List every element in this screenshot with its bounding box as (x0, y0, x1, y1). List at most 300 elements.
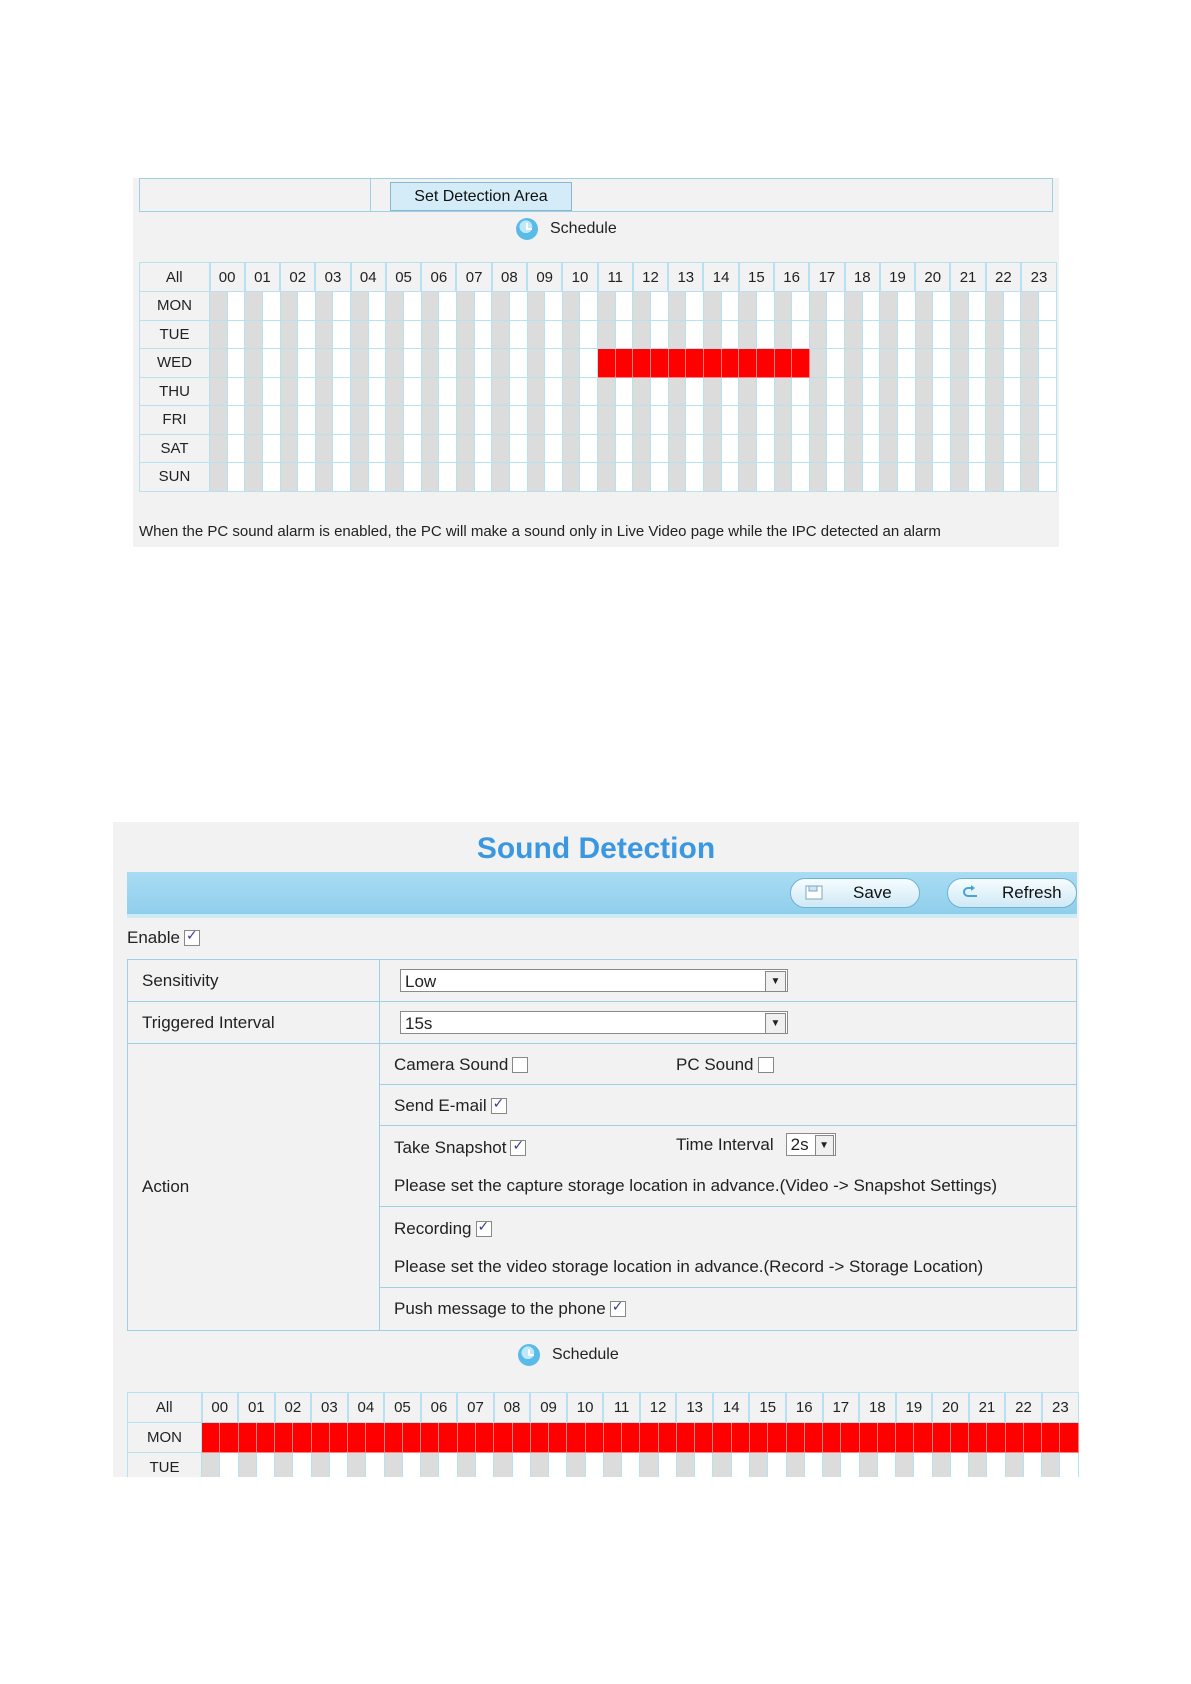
schedule-cell[interactable] (421, 292, 439, 321)
schedule-cell[interactable] (348, 1453, 366, 1478)
schedule-cell[interactable] (1003, 292, 1021, 321)
schedule-cell[interactable] (703, 320, 721, 349)
schedule-cell[interactable] (404, 320, 422, 349)
schedule-cell[interactable] (841, 1423, 859, 1453)
schedule-cell[interactable] (827, 463, 845, 492)
schedule-cell[interactable] (622, 1453, 640, 1478)
schedule-cell[interactable] (880, 434, 898, 463)
schedule-cell[interactable] (492, 377, 510, 406)
schedule-cell[interactable] (721, 463, 739, 492)
send-email-checkbox[interactable] (491, 1098, 507, 1114)
schedule-cell[interactable] (792, 463, 810, 492)
schedule-cell[interactable] (439, 320, 457, 349)
schedule-cell[interactable] (1039, 377, 1057, 406)
schedule-cell[interactable] (351, 406, 369, 435)
schedule-cell[interactable] (474, 434, 492, 463)
hour-header-08[interactable]: 08 (494, 1393, 531, 1423)
schedule-cell[interactable] (1003, 406, 1021, 435)
schedule-cell[interactable] (615, 292, 633, 321)
schedule-cell[interactable] (421, 434, 439, 463)
day-label-sun[interactable]: SUN (140, 463, 210, 492)
schedule-cell[interactable] (262, 377, 280, 406)
hour-header-01[interactable]: 01 (245, 263, 280, 292)
schedule-cell[interactable] (368, 406, 386, 435)
schedule-cell[interactable] (210, 320, 228, 349)
schedule-cell[interactable] (368, 463, 386, 492)
schedule-cell[interactable] (827, 406, 845, 435)
schedule-cell[interactable] (756, 349, 774, 378)
schedule-cell[interactable] (421, 1423, 439, 1453)
schedule-cell[interactable] (986, 349, 1004, 378)
schedule-cell[interactable] (651, 463, 669, 492)
schedule-cell[interactable] (567, 1423, 585, 1453)
hour-header-06[interactable]: 06 (421, 263, 456, 292)
hour-header-17[interactable]: 17 (823, 1393, 860, 1423)
schedule-cell[interactable] (280, 463, 298, 492)
hour-header-11[interactable]: 11 (603, 1393, 640, 1423)
schedule-cell[interactable] (651, 292, 669, 321)
schedule-cell[interactable] (580, 434, 598, 463)
schedule-cell[interactable] (703, 349, 721, 378)
schedule-cell[interactable] (845, 349, 863, 378)
schedule-cell[interactable] (315, 320, 333, 349)
schedule-cell[interactable] (402, 1453, 420, 1478)
schedule-cell[interactable] (351, 463, 369, 492)
schedule-cell[interactable] (862, 434, 880, 463)
schedule-cell[interactable] (262, 349, 280, 378)
schedule-cell[interactable] (1021, 349, 1039, 378)
hour-header-22[interactable]: 22 (1005, 1393, 1042, 1423)
schedule-cell[interactable] (512, 1423, 530, 1453)
schedule-cell[interactable] (968, 292, 986, 321)
schedule-cell[interactable] (280, 292, 298, 321)
schedule-cell[interactable] (527, 320, 545, 349)
schedule-cell[interactable] (1039, 406, 1057, 435)
schedule-cell[interactable] (227, 434, 245, 463)
schedule-cell[interactable] (756, 434, 774, 463)
schedule-cell[interactable] (827, 349, 845, 378)
schedule-cell[interactable] (329, 1453, 347, 1478)
hour-header-22[interactable]: 22 (986, 263, 1021, 292)
schedule-cell[interactable] (439, 377, 457, 406)
hour-header-10[interactable]: 10 (562, 263, 597, 292)
schedule-cell[interactable] (950, 434, 968, 463)
schedule-cell[interactable] (950, 377, 968, 406)
schedule-cell[interactable] (615, 463, 633, 492)
schedule-cell[interactable] (421, 406, 439, 435)
hour-header-21[interactable]: 21 (969, 1393, 1006, 1423)
schedule-cell[interactable] (721, 377, 739, 406)
schedule-cell[interactable] (562, 377, 580, 406)
schedule-cell[interactable] (1023, 1423, 1041, 1453)
schedule-cell[interactable] (859, 1423, 877, 1453)
hour-header-23[interactable]: 23 (1042, 1393, 1079, 1423)
schedule-cell[interactable] (351, 320, 369, 349)
schedule-cell[interactable] (633, 434, 651, 463)
schedule-cell[interactable] (527, 434, 545, 463)
schedule-cell[interactable] (686, 463, 704, 492)
schedule-cell[interactable] (262, 434, 280, 463)
schedule-cell[interactable] (862, 292, 880, 321)
schedule-cell[interactable] (968, 349, 986, 378)
schedule-cell[interactable] (474, 463, 492, 492)
schedule-cell[interactable] (749, 1453, 767, 1478)
schedule-cell[interactable] (368, 377, 386, 406)
schedule-cell[interactable] (968, 434, 986, 463)
day-label-fri[interactable]: FRI (140, 406, 210, 435)
schedule-cell[interactable] (567, 1453, 585, 1478)
schedule-cell[interactable] (280, 434, 298, 463)
schedule-cell[interactable] (756, 292, 774, 321)
schedule-cell[interactable] (633, 320, 651, 349)
schedule-cell[interactable] (809, 377, 827, 406)
schedule-cell[interactable] (386, 349, 404, 378)
schedule-cell[interactable] (333, 434, 351, 463)
hour-header-00[interactable]: 00 (202, 1393, 239, 1423)
schedule-cell[interactable] (1039, 349, 1057, 378)
hour-header-16[interactable]: 16 (786, 1393, 823, 1423)
schedule-cell[interactable] (562, 406, 580, 435)
schedule-cell[interactable] (827, 377, 845, 406)
schedule-cell[interactable] (622, 1423, 640, 1453)
schedule-cell[interactable] (210, 349, 228, 378)
hour-header-18[interactable]: 18 (859, 1393, 896, 1423)
schedule-cell[interactable] (1042, 1453, 1060, 1478)
schedule-cell[interactable] (220, 1423, 238, 1453)
schedule-cell[interactable] (739, 406, 757, 435)
hour-header-02[interactable]: 02 (280, 263, 315, 292)
schedule-cell[interactable] (1021, 320, 1039, 349)
schedule-cell[interactable] (456, 434, 474, 463)
schedule-cell[interactable] (404, 406, 422, 435)
schedule-cell[interactable] (633, 406, 651, 435)
pc-sound-checkbox[interactable] (758, 1057, 774, 1073)
schedule-cell[interactable] (238, 1423, 256, 1453)
schedule-cell[interactable] (950, 349, 968, 378)
schedule-cell[interactable] (686, 320, 704, 349)
schedule-cell[interactable] (492, 292, 510, 321)
schedule-cell[interactable] (293, 1423, 311, 1453)
schedule-cell[interactable] (368, 320, 386, 349)
schedule-cell[interactable] (1005, 1423, 1023, 1453)
schedule-cell[interactable] (298, 349, 316, 378)
schedule-cell[interactable] (1003, 349, 1021, 378)
schedule-cell[interactable] (877, 1423, 895, 1453)
schedule-cell[interactable] (914, 1453, 932, 1478)
schedule-cell[interactable] (603, 1453, 621, 1478)
push-message-checkbox[interactable] (610, 1301, 626, 1317)
schedule-cell[interactable] (580, 292, 598, 321)
schedule-cell[interactable] (1003, 463, 1021, 492)
schedule-cell[interactable] (731, 1423, 749, 1453)
schedule-cell[interactable] (494, 1423, 512, 1453)
schedule-cell[interactable] (351, 292, 369, 321)
schedule-cell[interactable] (933, 463, 951, 492)
schedule-cell[interactable] (298, 320, 316, 349)
schedule-cell[interactable] (474, 349, 492, 378)
schedule-cell[interactable] (492, 349, 510, 378)
schedule-cell[interactable] (792, 434, 810, 463)
hour-header-02[interactable]: 02 (275, 1393, 312, 1423)
schedule-cell[interactable] (298, 463, 316, 492)
schedule-cell[interactable] (809, 434, 827, 463)
schedule-cell[interactable] (245, 463, 263, 492)
schedule-cell[interactable] (509, 377, 527, 406)
schedule-cell[interactable] (1021, 463, 1039, 492)
schedule-cell[interactable] (1042, 1423, 1060, 1453)
schedule-cell[interactable] (1060, 1453, 1079, 1478)
schedule-cell[interactable] (686, 377, 704, 406)
hour-header-06[interactable]: 06 (421, 1393, 458, 1423)
schedule-cell[interactable] (598, 320, 616, 349)
schedule-cell[interactable] (1039, 434, 1057, 463)
schedule-cell[interactable] (950, 1453, 968, 1478)
schedule-cell[interactable] (527, 377, 545, 406)
schedule-cell[interactable] (827, 292, 845, 321)
schedule-cell[interactable] (686, 349, 704, 378)
schedule-cell[interactable] (512, 1453, 530, 1478)
schedule-cell[interactable] (640, 1453, 658, 1478)
schedule-cell[interactable] (298, 292, 316, 321)
schedule-cell[interactable] (676, 1453, 694, 1478)
schedule-cell[interactable] (545, 320, 563, 349)
schedule-cell[interactable] (721, 406, 739, 435)
schedule-cell[interactable] (298, 434, 316, 463)
schedule-cell[interactable] (404, 434, 422, 463)
schedule-cell[interactable] (987, 1423, 1005, 1453)
schedule-cell[interactable] (509, 463, 527, 492)
schedule-cell[interactable] (492, 434, 510, 463)
schedule-cell[interactable] (950, 1423, 968, 1453)
schedule-cell[interactable] (245, 349, 263, 378)
schedule-cell[interactable] (227, 320, 245, 349)
schedule-cell[interactable] (404, 463, 422, 492)
chevron-down-icon[interactable]: ▼ (815, 1135, 834, 1156)
schedule-cell[interactable] (1023, 1453, 1041, 1478)
select-all-button[interactable]: All (128, 1393, 202, 1423)
schedule-cell[interactable] (915, 434, 933, 463)
schedule-cell[interactable] (786, 1453, 804, 1478)
hour-header-21[interactable]: 21 (950, 263, 985, 292)
schedule-cell[interactable] (492, 463, 510, 492)
schedule-cell[interactable] (475, 1423, 493, 1453)
hour-header-09[interactable]: 09 (530, 1393, 567, 1423)
schedule-cell[interactable] (509, 292, 527, 321)
schedule-cell[interactable] (457, 1453, 475, 1478)
schedule-cell[interactable] (768, 1453, 786, 1478)
schedule-cell[interactable] (845, 320, 863, 349)
hour-header-01[interactable]: 01 (238, 1393, 275, 1423)
hour-header-18[interactable]: 18 (845, 263, 880, 292)
schedule-cell[interactable] (721, 434, 739, 463)
hour-header-08[interactable]: 08 (492, 263, 527, 292)
schedule-cell[interactable] (721, 292, 739, 321)
schedule-cell[interactable] (713, 1423, 731, 1453)
day-label-sat[interactable]: SAT (140, 434, 210, 463)
schedule-cell[interactable] (1005, 1453, 1023, 1478)
schedule-cell[interactable] (804, 1423, 822, 1453)
schedule-cell[interactable] (210, 377, 228, 406)
schedule-cell[interactable] (686, 406, 704, 435)
schedule-cell[interactable] (950, 292, 968, 321)
hour-header-20[interactable]: 20 (932, 1393, 969, 1423)
schedule-cell[interactable] (245, 406, 263, 435)
schedule-cell[interactable] (333, 292, 351, 321)
schedule-cell[interactable] (950, 463, 968, 492)
schedule-cell[interactable] (823, 1453, 841, 1478)
hour-header-14[interactable]: 14 (703, 263, 738, 292)
schedule-cell[interactable] (384, 1453, 402, 1478)
hour-header-23[interactable]: 23 (1021, 263, 1057, 292)
schedule-cell[interactable] (915, 406, 933, 435)
schedule-cell[interactable] (256, 1453, 274, 1478)
schedule-cell[interactable] (474, 406, 492, 435)
set-detection-area-button[interactable]: Set Detection Area (390, 182, 572, 211)
schedule-cell[interactable] (457, 1423, 475, 1453)
schedule-cell[interactable] (245, 292, 263, 321)
schedule-cell[interactable] (809, 292, 827, 321)
schedule-cell[interactable] (703, 434, 721, 463)
select-all-button[interactable]: All (140, 263, 210, 292)
schedule-cell[interactable] (915, 320, 933, 349)
hour-header-19[interactable]: 19 (880, 263, 915, 292)
schedule-cell[interactable] (456, 463, 474, 492)
schedule-cell[interactable] (651, 406, 669, 435)
schedule-cell[interactable] (915, 463, 933, 492)
schedule-cell[interactable] (280, 349, 298, 378)
schedule-cell[interactable] (897, 463, 915, 492)
hour-header-10[interactable]: 10 (567, 1393, 604, 1423)
schedule-cell[interactable] (809, 406, 827, 435)
schedule-cell[interactable] (351, 377, 369, 406)
hour-header-03[interactable]: 03 (315, 263, 350, 292)
schedule-cell[interactable] (969, 1453, 987, 1478)
schedule-cell[interactable] (668, 463, 686, 492)
schedule-cell[interactable] (1021, 434, 1039, 463)
schedule-cell[interactable] (384, 1423, 402, 1453)
schedule-cell[interactable] (914, 1423, 932, 1453)
schedule-cell[interactable] (580, 320, 598, 349)
schedule-cell[interactable] (896, 1453, 914, 1478)
schedule-cell[interactable] (695, 1423, 713, 1453)
schedule-cell[interactable] (509, 320, 527, 349)
schedule-cell[interactable] (968, 320, 986, 349)
schedule-cell[interactable] (598, 377, 616, 406)
schedule-cell[interactable] (439, 434, 457, 463)
schedule-cell[interactable] (804, 1453, 822, 1478)
schedule-cell[interactable] (333, 463, 351, 492)
schedule-cell[interactable] (280, 377, 298, 406)
schedule-cell[interactable] (932, 1453, 950, 1478)
time-interval-select[interactable] (786, 1133, 836, 1156)
take-snapshot-checkbox[interactable] (510, 1140, 526, 1156)
schedule-cell[interactable] (880, 463, 898, 492)
schedule-cell[interactable] (756, 377, 774, 406)
schedule-cell[interactable] (845, 292, 863, 321)
schedule-cell[interactable] (986, 434, 1004, 463)
hour-header-14[interactable]: 14 (713, 1393, 750, 1423)
schedule-cell[interactable] (280, 320, 298, 349)
schedule-cell[interactable] (439, 406, 457, 435)
schedule-cell[interactable] (545, 377, 563, 406)
schedule-cell[interactable] (421, 349, 439, 378)
enable-checkbox[interactable] (184, 930, 200, 946)
schedule-cell[interactable] (933, 292, 951, 321)
schedule-cell[interactable] (580, 349, 598, 378)
schedule-cell[interactable] (402, 1423, 420, 1453)
schedule-cell[interactable] (333, 320, 351, 349)
schedule-cell[interactable] (1039, 320, 1057, 349)
schedule-cell[interactable] (333, 377, 351, 406)
schedule-cell[interactable] (227, 463, 245, 492)
schedule-cell[interactable] (262, 406, 280, 435)
schedule-cell[interactable] (1060, 1423, 1079, 1453)
schedule-cell[interactable] (386, 434, 404, 463)
schedule-cell[interactable] (202, 1423, 220, 1453)
schedule-cell[interactable] (545, 292, 563, 321)
schedule-cell[interactable] (492, 406, 510, 435)
schedule-cell[interactable] (968, 463, 986, 492)
schedule-cell[interactable] (210, 434, 228, 463)
schedule-cell[interactable] (633, 292, 651, 321)
schedule-cell[interactable] (598, 349, 616, 378)
schedule-cell[interactable] (792, 320, 810, 349)
schedule-cell[interactable] (845, 406, 863, 435)
save-button[interactable] (790, 878, 920, 908)
schedule-cell[interactable] (329, 1423, 347, 1453)
schedule-cell[interactable] (880, 406, 898, 435)
schedule-cell[interactable] (862, 320, 880, 349)
schedule-cell[interactable] (315, 406, 333, 435)
schedule-cell[interactable] (549, 1423, 567, 1453)
schedule-cell[interactable] (256, 1423, 274, 1453)
schedule-cell[interactable] (686, 292, 704, 321)
schedule-cell[interactable] (749, 1423, 767, 1453)
schedule-cell[interactable] (615, 406, 633, 435)
schedule-cell[interactable] (933, 406, 951, 435)
schedule-cell[interactable] (651, 434, 669, 463)
schedule-cell[interactable] (262, 463, 280, 492)
schedule-cell[interactable] (474, 320, 492, 349)
recording-checkbox[interactable] (476, 1221, 492, 1237)
hour-header-17[interactable]: 17 (809, 263, 844, 292)
schedule-cell[interactable] (915, 292, 933, 321)
refresh-button[interactable] (947, 878, 1077, 908)
schedule-cell[interactable] (987, 1453, 1005, 1478)
hour-header-15[interactable]: 15 (739, 263, 774, 292)
schedule-cell[interactable] (562, 320, 580, 349)
schedule-cell[interactable] (651, 377, 669, 406)
schedule-cell[interactable] (245, 320, 263, 349)
hour-header-19[interactable]: 19 (896, 1393, 933, 1423)
schedule-cell[interactable] (456, 377, 474, 406)
schedule-cell[interactable] (774, 320, 792, 349)
schedule-cell[interactable] (986, 463, 1004, 492)
schedule-cell[interactable] (456, 406, 474, 435)
schedule-cell[interactable] (668, 349, 686, 378)
schedule-cell[interactable] (933, 434, 951, 463)
schedule-cell[interactable] (580, 406, 598, 435)
schedule-cell[interactable] (315, 349, 333, 378)
schedule-cell[interactable] (792, 377, 810, 406)
schedule-cell[interactable] (969, 1423, 987, 1453)
schedule-cell[interactable] (721, 320, 739, 349)
schedule-cell[interactable] (562, 349, 580, 378)
schedule-cell[interactable] (562, 434, 580, 463)
schedule-cell[interactable] (986, 320, 1004, 349)
schedule-cell[interactable] (562, 463, 580, 492)
day-label-thu[interactable]: THU (140, 377, 210, 406)
